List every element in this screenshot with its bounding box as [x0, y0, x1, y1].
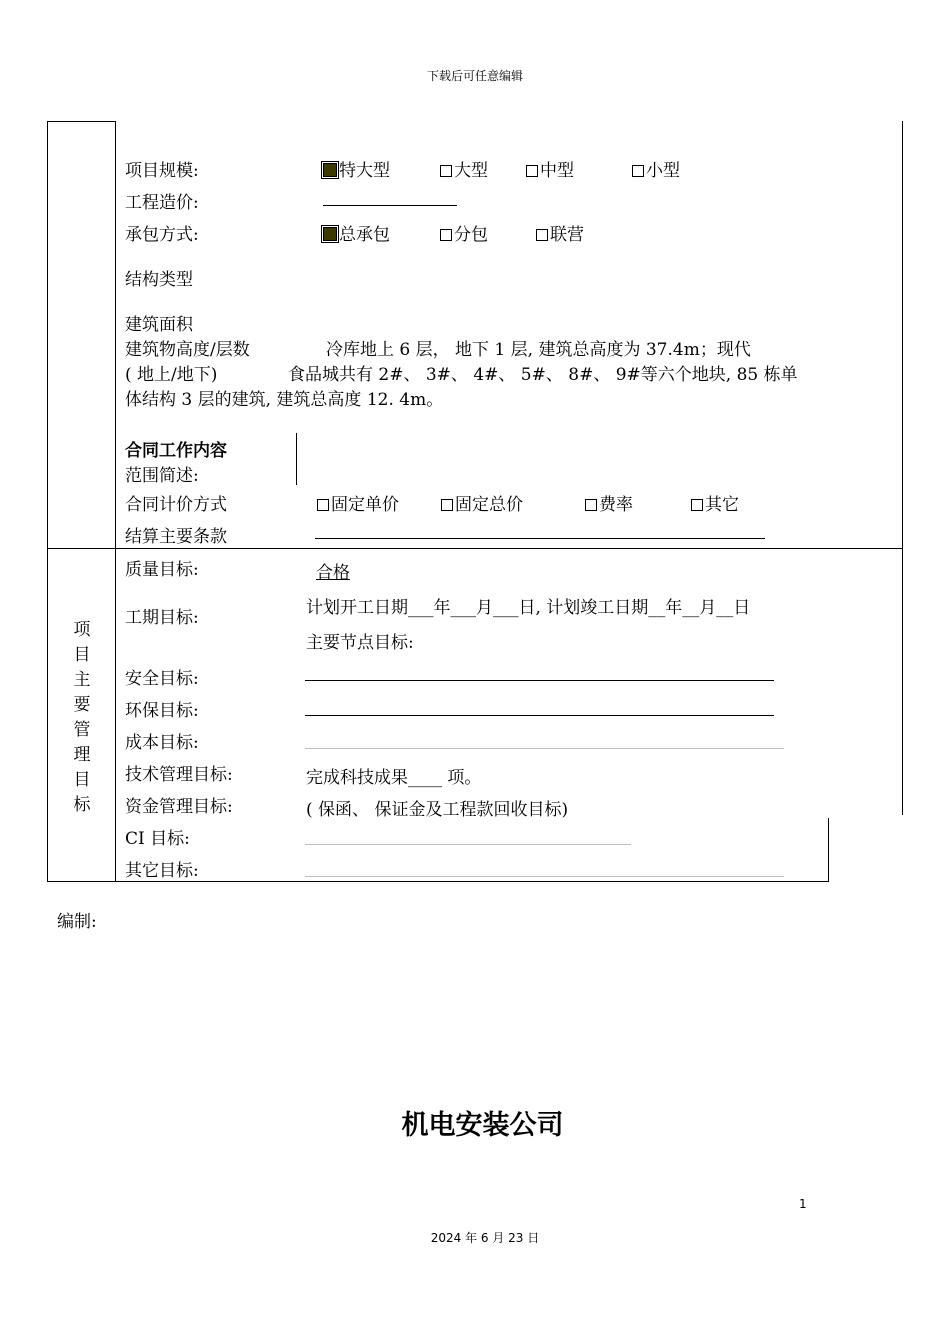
scale-option-large[interactable]: 大型 [440, 156, 488, 181]
side-title: 项 目 主 要 管 理 目 标 [73, 620, 91, 815]
scope-label-sub: 范围简述: [125, 466, 199, 486]
scale-option-xlarge[interactable]: 特大型 [323, 156, 390, 181]
env-label: 环保目标: [125, 701, 199, 721]
other-field[interactable] [305, 876, 784, 877]
pricing-option-total[interactable]: 固定总价 [441, 490, 523, 515]
settlement-label: 结算主要条款 [125, 527, 227, 547]
height-text-line1: 冷库地上 6 层， 地下 1 层, 建筑总高度为 37.4m；现代 [326, 340, 751, 360]
fund-label: 资金管理目标: [125, 797, 233, 817]
env-field[interactable] [305, 715, 774, 716]
cost-target-label: 成本目标: [125, 733, 199, 753]
other-label: 其它目标: [125, 861, 199, 881]
height-label: 建筑物高度/层数 [125, 340, 250, 360]
scope-label: 合同工作内容 [125, 441, 227, 461]
milestone-label: 主要节点目标: [306, 633, 414, 653]
settlement-field[interactable] [315, 538, 765, 539]
checkbox-icon [440, 165, 452, 177]
scale-option-medium[interactable]: 中型 [526, 156, 574, 181]
contract-label: 承包方式: [125, 225, 199, 245]
checkbox-checked-icon [323, 163, 337, 177]
tech-value: 完成科技成果____ 项。 [306, 768, 482, 788]
pricing-option-unit[interactable]: 固定单价 [317, 490, 399, 515]
tech-label: 技术管理目标: [125, 765, 233, 785]
page-number: 1 [799, 1197, 807, 1211]
compiler-label: 编制: [57, 912, 97, 932]
ci-field[interactable] [305, 844, 631, 845]
cost-field[interactable] [323, 205, 457, 206]
safety-label: 安全目标: [125, 669, 199, 689]
contract-option-sub[interactable]: 分包 [440, 220, 488, 245]
schedule-dates: 计划开工日期___年___月___日, 计划竣工日期__年__月__日 [306, 598, 751, 618]
contract-option-general[interactable]: 总承包 [323, 220, 390, 245]
company-name: 机电安装公司 [401, 1110, 564, 1141]
cost-label: 工程造价: [125, 193, 199, 213]
safety-field[interactable] [305, 680, 774, 681]
pricing-option-rate[interactable]: 费率 [585, 490, 633, 515]
area-label: 建筑面积 [125, 315, 193, 335]
checkbox-checked-icon [323, 227, 337, 241]
height-label-sub: ( 地上/地下) [125, 365, 218, 385]
checkbox-icon [585, 499, 597, 511]
checkbox-icon [317, 499, 329, 511]
footer-date: 2024 年 6 月 23 日 [430, 1231, 540, 1245]
ci-label: CI 目标: [125, 829, 190, 849]
structure-label: 结构类型 [125, 270, 193, 290]
checkbox-icon [691, 499, 703, 511]
checkbox-icon [536, 229, 548, 241]
height-text-line3: 体结构 3 层的建筑, 建筑总高度 12. 4m。 [125, 390, 444, 410]
pricing-option-other[interactable]: 其它 [691, 490, 739, 515]
header-note: 下载后可任意编辑 [426, 69, 523, 83]
scale-option-small[interactable]: 小型 [632, 156, 680, 181]
checkbox-icon [526, 165, 538, 177]
scale-label: 项目规模: [125, 161, 199, 181]
pricing-label: 合同计价方式 [125, 495, 227, 515]
quality-value: 合格 [316, 563, 350, 583]
contract-option-joint[interactable]: 联营 [536, 220, 584, 245]
quality-label: 质量目标: [125, 560, 199, 580]
schedule-label: 工期目标: [125, 608, 199, 628]
checkbox-icon [632, 165, 644, 177]
checkbox-icon [440, 229, 452, 241]
fund-value: ( 保函、 保证金及工程款回收目标) [306, 800, 569, 820]
height-text-line2: 食品城共有 2#、 3#、 4#、 5#、 8#、 9#等六个地块, 85 栋单 [288, 365, 798, 385]
cost-target-field[interactable] [305, 748, 784, 749]
checkbox-icon [441, 499, 453, 511]
